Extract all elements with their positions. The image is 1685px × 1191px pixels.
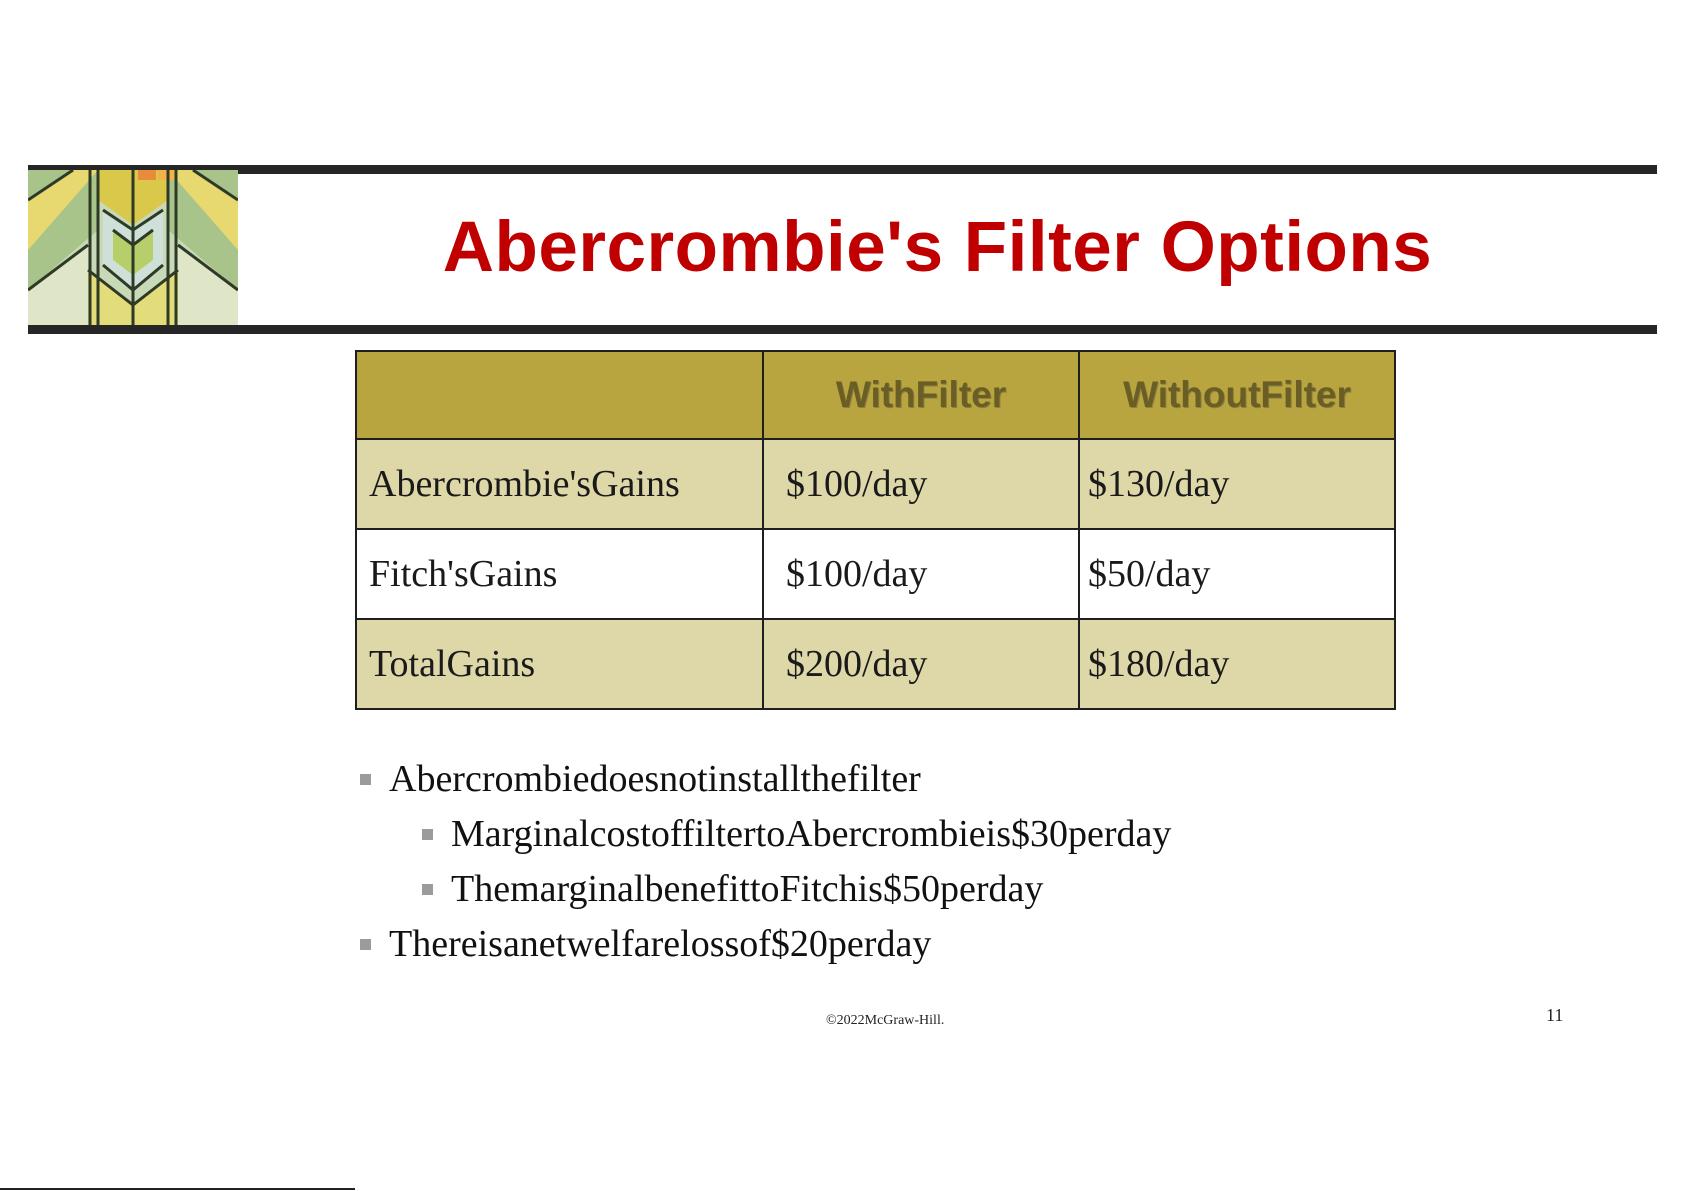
page-number: 11 [1546, 1005, 1564, 1025]
table-row [356, 529, 1395, 619]
bullet-list [355, 752, 1171, 972]
bullet-square-icon [422, 829, 433, 840]
without-filter-value: $130/day [1079, 439, 1395, 529]
bullet-text: ThemarginalbenefittoFitchis$50perday [451, 868, 1044, 910]
with-filter-value: $100/day [763, 529, 1079, 619]
bullet-square-icon [360, 939, 371, 950]
with-filter-value: $100/day [763, 439, 1079, 529]
table-header-row [356, 351, 1395, 439]
list-item [355, 862, 1171, 917]
table-header-with-filter: WithFilter [763, 351, 1079, 439]
stained-glass-icon [28, 170, 238, 325]
row-label: Abercrombie'sGains [356, 439, 763, 529]
without-filter-value: $180/day [1079, 619, 1395, 709]
bullet-text: Abercrombiedoesnotinstallthefilter [389, 758, 921, 800]
with-filter-value: $200/day [763, 619, 1079, 709]
without-filter-value: $50/day [1079, 529, 1395, 619]
footer-rule [0, 1188, 355, 1190]
list-item [355, 917, 1171, 972]
bullet-text: MarginalcostoffiltertoAbercrombieis$30perday [451, 813, 1172, 855]
table-header-empty [356, 351, 763, 439]
table-row [356, 439, 1395, 529]
bottom-rule [28, 325, 1657, 334]
row-label: TotalGains [356, 619, 763, 709]
top-rule [28, 165, 1657, 174]
table-row [356, 619, 1395, 709]
copyright-notice: ©2022McGraw-Hill. [826, 1013, 945, 1028]
row-label: Fitch'sGains [356, 529, 763, 619]
bullet-square-icon [422, 884, 433, 895]
list-item [355, 752, 1171, 807]
filter-options-table [355, 350, 1396, 710]
bullet-text: Thereisanetwelfarelossof$20perday [389, 923, 932, 965]
slide-title: Abercrombie's Filter Options [442, 208, 1433, 287]
list-item [355, 807, 1171, 862]
table-header-without-filter: WithoutFilter [1079, 351, 1395, 439]
bullet-square-icon [360, 774, 371, 785]
